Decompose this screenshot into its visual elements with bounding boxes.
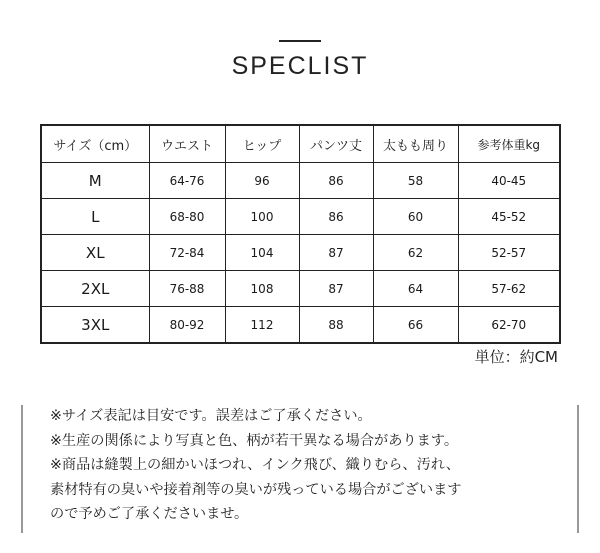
size-cell: 3XL <box>41 307 149 344</box>
thigh-cell: 58 <box>373 163 458 199</box>
hip-cell: 96 <box>225 163 299 199</box>
header-thigh: 太もも周り <box>373 125 458 163</box>
weight-cell: 40-45 <box>458 163 560 199</box>
thigh-cell: 60 <box>373 199 458 235</box>
note-line: ※生産の関係により写真と色、柄が若干異なる場合があります。 <box>50 432 459 449</box>
pants-length-cell: 86 <box>299 163 373 199</box>
header-waist: ウエスト <box>149 125 225 163</box>
header-hip: ヒップ <box>225 125 299 163</box>
table-row <box>41 307 560 344</box>
note-line: 素材特有の臭いや接着剤等の臭いが残っている場合がございます <box>50 481 462 498</box>
size-cell: L <box>41 199 149 235</box>
weight-cell: 57-62 <box>458 271 560 307</box>
note-line: ので予めご了承くださいませ。 <box>50 506 249 522</box>
weight-cell: 62-70 <box>458 307 560 344</box>
hip-cell: 104 <box>225 235 299 271</box>
thigh-cell: 66 <box>373 307 458 344</box>
pants-length-cell: 86 <box>299 199 373 235</box>
size-cell: M <box>41 163 149 199</box>
waist-cell: 76-88 <box>149 271 225 307</box>
notes-list <box>50 404 570 527</box>
notes-right-bracket <box>577 405 579 533</box>
table-header-row <box>41 125 560 163</box>
waist-cell: 80-92 <box>149 307 225 344</box>
hip-cell: 108 <box>225 271 299 307</box>
table-row <box>41 199 560 235</box>
size-cell: 2XL <box>41 271 149 307</box>
note-line: ※サイズ表記は目安です。誤差はご了承ください。 <box>50 408 372 424</box>
weight-cell: 52-57 <box>458 235 560 271</box>
notes-left-bracket <box>21 405 23 533</box>
title-rule <box>279 40 321 42</box>
size-cell: XL <box>41 235 149 271</box>
pants-length-cell: 88 <box>299 307 373 344</box>
table-row <box>41 163 560 199</box>
header-pants-length: パンツ丈 <box>299 125 373 163</box>
thigh-cell: 64 <box>373 271 458 307</box>
unit-note: 単位：約CM <box>474 348 558 366</box>
hip-cell: 100 <box>225 199 299 235</box>
pants-length-cell: 87 <box>299 271 373 307</box>
waist-cell: 72-84 <box>149 235 225 271</box>
header-size: サイズ（cm） <box>41 125 149 163</box>
page-title: SPECLIST <box>231 52 369 80</box>
waist-cell: 64-76 <box>149 163 225 199</box>
table-row <box>41 235 560 271</box>
weight-cell: 45-52 <box>458 199 560 235</box>
table-row <box>41 271 560 307</box>
header-weight: 参考体重kg <box>458 125 560 163</box>
pants-length-cell: 87 <box>299 235 373 271</box>
waist-cell: 68-80 <box>149 199 225 235</box>
note-line: ※商品は縫製上の細かいほつれ、インク飛び、織りむら、汚れ、 <box>50 457 460 473</box>
size-table <box>40 124 561 344</box>
thigh-cell: 62 <box>373 235 458 271</box>
hip-cell: 112 <box>225 307 299 344</box>
